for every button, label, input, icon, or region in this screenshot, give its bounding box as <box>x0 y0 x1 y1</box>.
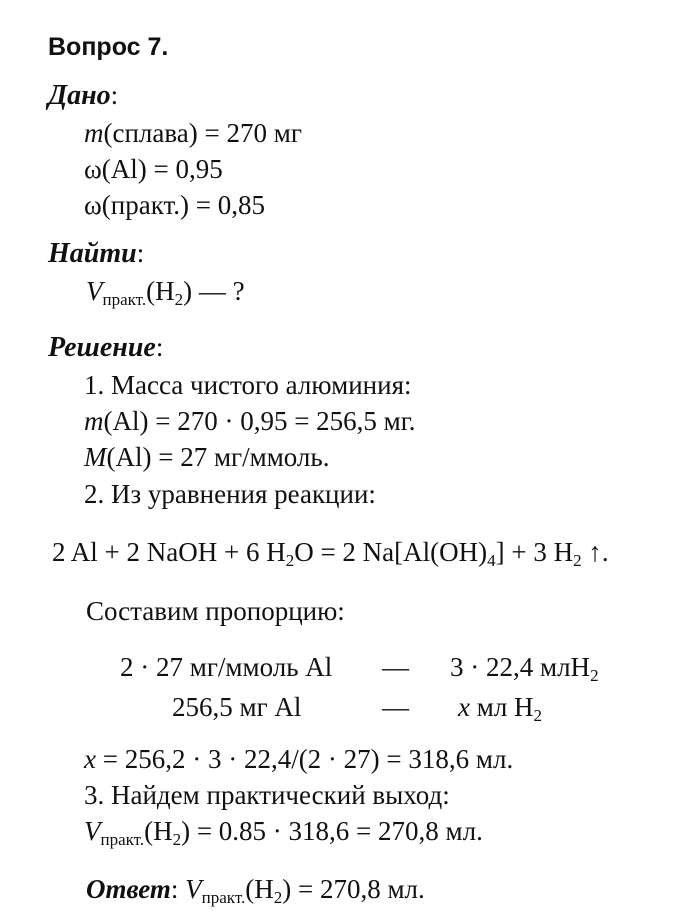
given-omega-al: ω(Al) = 0,95 <box>84 154 223 184</box>
given-omega-pract: ω(практ.) = 0,85 <box>84 190 265 220</box>
proportion-row2-left: 256,5 мг Al <box>172 692 302 722</box>
proportion-row1-left: 2 · 27 мг/ммоль Al <box>120 652 333 682</box>
step-2: 2. Из уравнения реакции: <box>84 479 376 509</box>
reaction-equation: 2 Al + 2 NaOH + 6 $H_2O = 2$ $Na[Al(OH)_4] + 3$ $H_2$ ↑. <box>52 537 609 570</box>
proportion-row1-right: 3 · 22,4 млH$_2$ <box>450 652 599 685</box>
given-heading: Дано: <box>48 80 119 111</box>
mass-al-line: m(Al) = 270 · 0,95 = 256,5 мг. <box>84 406 416 436</box>
proportion-label: Составим пропорцию: <box>86 596 345 626</box>
step-3: 3. Найдем практический выход: <box>84 780 450 810</box>
find-target: $V_{практ.}(H_2)$ — ? <box>86 276 245 309</box>
answer-heading: Ответ <box>86 874 171 904</box>
question-title: Вопрос 7. <box>48 33 169 61</box>
step-1: 1. Масса чистого алюминия: <box>84 370 412 400</box>
solution-heading: Решение: <box>48 332 164 363</box>
find-heading: Найти: <box>48 238 145 269</box>
proportion-row2-right: x мл $H_2$ <box>458 692 543 725</box>
proportion-row1-dash: — <box>382 652 409 682</box>
answer-line: Ответ: $V_{практ.}(H_2) = 270,8$ мл. <box>86 874 425 907</box>
proportion-row2-dash: — <box>382 692 409 722</box>
x-calculation: x = 256,2 · 3 · 22,4/(2 · 27) = 318,6 мл. <box>84 744 514 774</box>
practical-yield-line: $V_{практ.}(H_2) = 0.85 \cdot 318,6 = 270,8$ мл. <box>84 816 483 849</box>
given-mass: m(сплава) = 270 мг <box>84 118 302 148</box>
molar-mass-line: M(Al) = 27 мг/ммоль. <box>84 442 330 472</box>
